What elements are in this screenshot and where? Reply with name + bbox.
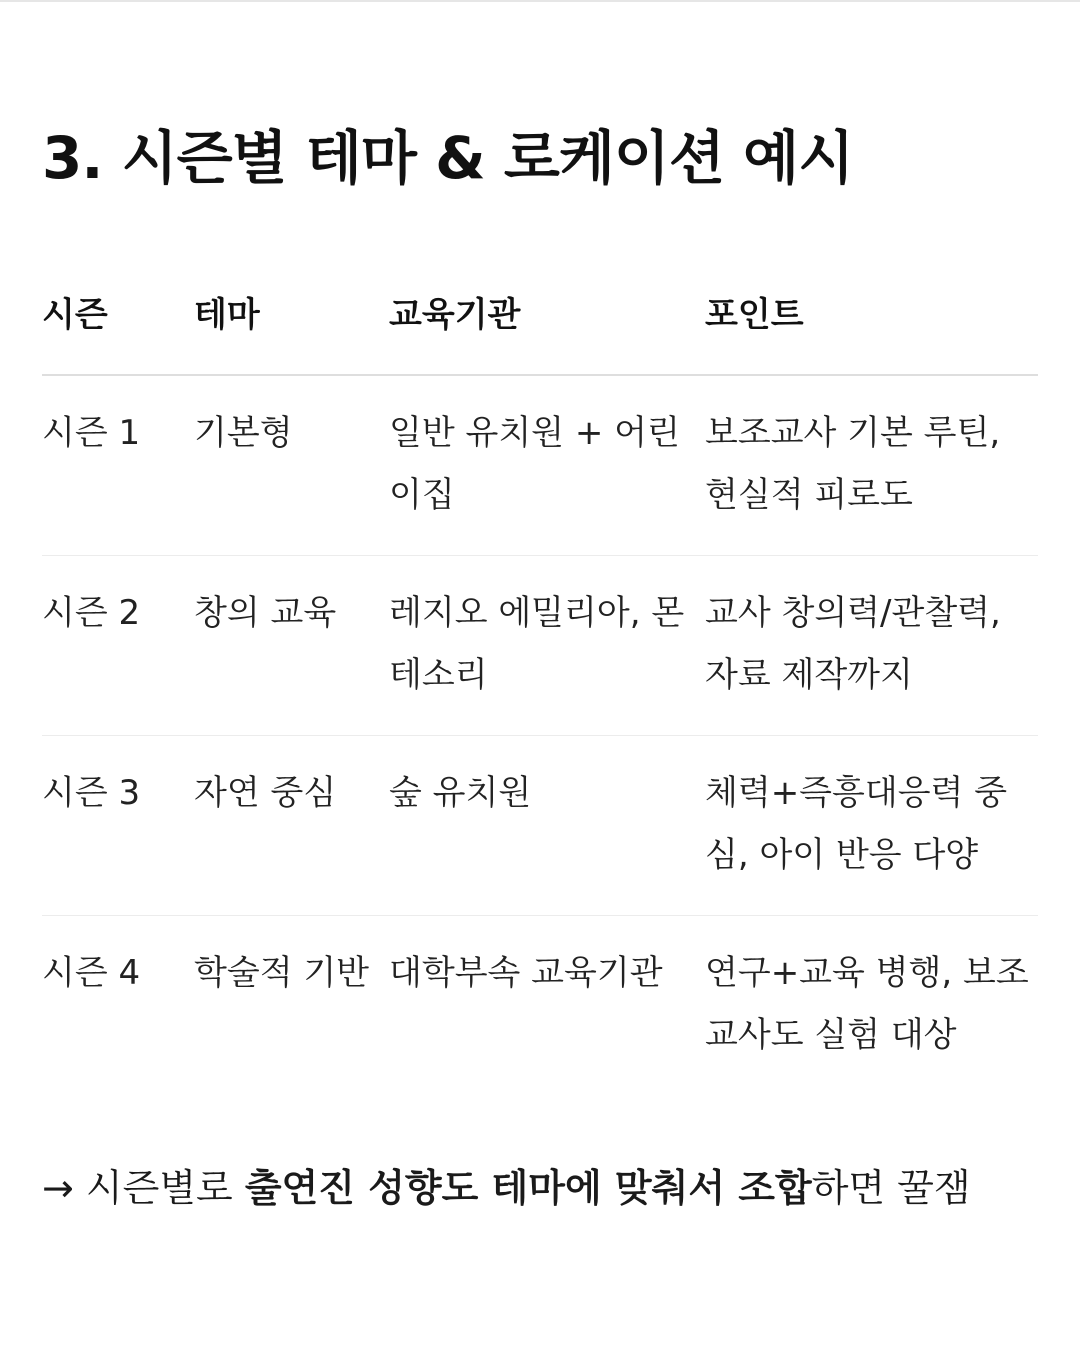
header-theme: 테마 — [194, 295, 260, 335]
theme-cell: 자연 중심 — [194, 773, 337, 813]
table-row — [42, 916, 1038, 1096]
institution-cell: 레지오 에밀리아, 몬테소리 — [389, 593, 685, 695]
header-season: 시즌 — [42, 295, 108, 335]
point-cell: 연구+교육 병행, 보조교사도 실험 대상 — [705, 953, 1029, 1055]
header-institution: 교육기관 — [389, 295, 521, 335]
institution-cell: 대학부속 교육기관 — [389, 953, 663, 993]
point-cell: 교사 창의력/관찰력, 자료 제작까지 — [705, 593, 1001, 695]
season-cell: 시즌 4 — [42, 953, 141, 993]
page-title: 3. 시즌별 테마 & 로케이션 예시 — [42, 124, 854, 192]
theme-cell: 창의 교육 — [194, 593, 337, 633]
summary-note-tail: 하면 꿀잼 — [811, 1166, 971, 1210]
summary-note-highlight: 출연진 성향도 테마에 맞춰서 조합 — [244, 1166, 812, 1210]
table-row — [42, 376, 1038, 556]
theme-cell: 기본형 — [194, 413, 293, 453]
season-cell: 시즌 1 — [42, 413, 141, 453]
theme-cell: 학술적 기반 — [194, 953, 370, 993]
header-point: 포인트 — [705, 295, 804, 335]
season-cell: 시즌 3 — [42, 773, 141, 813]
institution-cell: 일반 유치원 + 어린이집 — [389, 413, 680, 515]
institution-cell: 숲 유치원 — [389, 773, 532, 813]
table-row — [42, 556, 1038, 736]
season-cell: 시즌 2 — [42, 593, 141, 633]
table-header-row — [42, 270, 1038, 376]
top-divider — [0, 0, 1080, 2]
season-table — [42, 270, 1038, 1096]
point-cell: 보조교사 기본 루틴, 현실적 피로도 — [705, 413, 1001, 515]
summary-note-lead: → 시즌별로 — [42, 1166, 245, 1210]
summary-note — [42, 1160, 1042, 1216]
table-row — [42, 736, 1038, 916]
point-cell: 체력+즉흥대응력 중심, 아이 반응 다양 — [705, 773, 1008, 875]
